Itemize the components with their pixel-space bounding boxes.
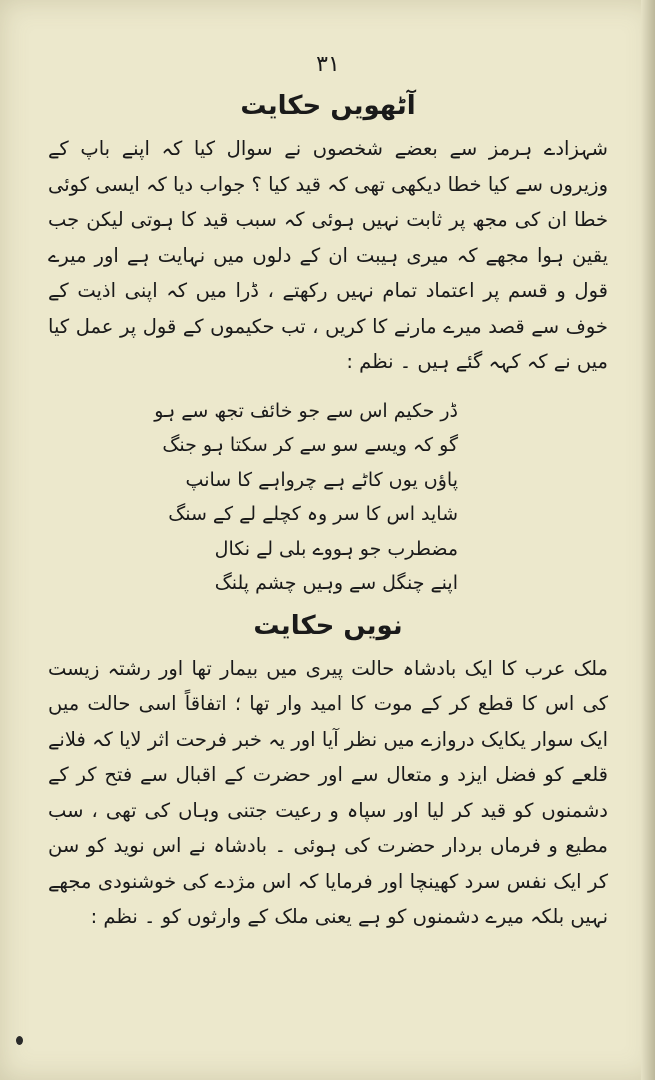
story-paragraph-9: ملک عرب کا ایک بادشاہ حالت پیری میں بیمار تھا اور رشتہ زیست کی اس کا قطع کر کے موت کا امید وار تھا ؛ اتفاقاً اسی حالت میں ایک سوار یکایک دروازے میں نظر آیا اور یہ خبر فرحت اثر لایا کہ فلانے قلعے کو فضل ایزد و متعال سے اور حضرت کے اقبال سے فتح کر کے دشمنوں کو قید کر لیا اور سپاہ و رعیت جتنی وہاں کی تھی ، سب مطیع و فرماں بردار حضرت کی ہوئی ۔ بادشاہ نے اس نوید کو سن کر ایک نفس سرد کھینچا اور فرمایا کہ اس مژدے کی خوشنودی مجھے نہیں بلکہ میرے دشمنوں کو ہے یعنی ملک کے وارثوں کو ۔ نظم :	[48, 656, 608, 928]
page-edge	[641, 0, 655, 1080]
verse-line: مضطرب جو ہووے بلی لے نکال	[214, 537, 458, 560]
page-number: ۳۱	[316, 52, 340, 77]
verse-line: شاید اس کا سر وہ کچلے لے کے سنگ	[168, 503, 458, 525]
page-content	[48, 52, 608, 935]
verse-line: اپنے چنگل سے وہیں چشم پلنگ	[214, 572, 458, 594]
verse-line: پاؤں یوں کاٹے ہے چرواہے کا سانپ	[185, 468, 458, 491]
ink-spot	[16, 1036, 23, 1045]
verse-block	[154, 394, 458, 601]
section-heading-9: نویں حکایت	[253, 610, 403, 641]
section-heading-8: آٹھویں حکایت	[240, 91, 416, 121]
verse-line: گو کہ ویسے سو سے کر سکتا ہو جنگ	[162, 434, 458, 456]
story-paragraph-8: شہزادے ہرمز سے بعضے شخصوں نے سوال کیا کہ اپنے باپ کے وزیروں سے کیا خطا دیکھی تھی کہ قید کیا ؟ جواب دیا کہ ایسی کوئی خطا ان کی مجھ پر ثابت نہیں ہوئی کہ سبب قید کا ہوتی لیکن جب یقین ہوا مجھے کہ میری ہیبت ان کے دلوں میں نہایت ہے اور میرے قول و قسم پر اعتماد تمام نہیں رکھتے ، ڈرا میں کہ اپنی اذیت کے خوف سے قصد میرے مارنے کا کریں ، تب حکیموں کے قول پر عمل کیا میں نے کہ کہہ گئے ہیں ۔ نظم :	[48, 137, 608, 373]
verse-line: ڈر حکیم اس سے جو خائف تجھ سے ہو	[154, 399, 458, 422]
